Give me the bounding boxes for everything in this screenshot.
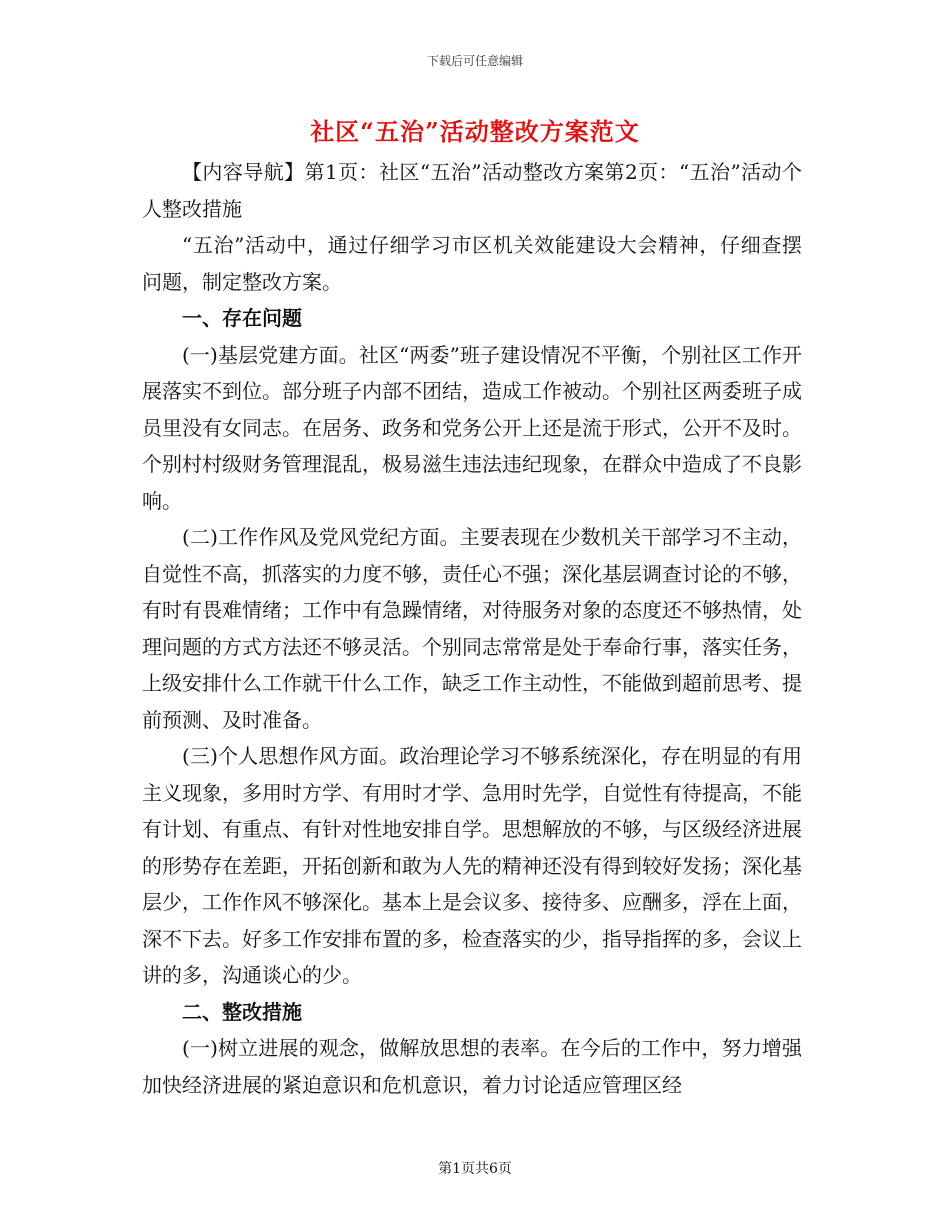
header-note: 下载后可任意编辑 bbox=[426, 54, 523, 68]
section-heading-measures: 二、整改措施 bbox=[182, 999, 302, 1024]
intro-paragraph: “五治”活动中，通过仔细学习市区机关效能建设大会精神，仔细查摆问题，制定整改方案。 bbox=[142, 233, 802, 294]
paragraph-work-style: (二)工作作风及党风党纪方面。主要表现在少数机关干部学习不主动，自觉性不高，抓落实的力度不够，责任心不强；深化基层调查讨论的不够，有时有畏难情绪；工作中有急躁情绪，对待服务对象的态度还不够热情，处理问题的方式方法还不够灵活。个别同志常常是处于奉命行事，落实任务，上级安排什么工作就干什么工作，缺乏工作主动性，不能做到超前思考、提前预测、及时准备。 bbox=[142, 525, 802, 732]
paragraph-party-building: (一)基层党建方面。社区“两委”班子建设情况不平衡，个别社区工作开展落实不到位。部分班子内部不团结，造成工作被动。个别社区两委班子成员里没有女同志。在居务、政务和党务公开上还是流于形式，公开不及时。个别村村级财务管理混乱，极易滋生违法违纪现象，在群众中造成了不良影响。 bbox=[142, 342, 802, 513]
content-navigation: 【内容导航】第1页：社区“五治”活动整改方案第2页：“五治”活动个人整改措施 bbox=[142, 160, 802, 221]
page-footer: 第1页共6页 bbox=[438, 1161, 512, 1177]
paragraph-personal-thinking: (三)个人思想作风方面。政治理论学习不够系统深化，存在明显的有用主义现象，多用时方学、有用时才学、急用时先学，自觉性有待提高，不能有计划、有重点、有针对性地安排自学。思想解放的不够，与区级经济进展的形势存在差距，开拓创新和敢为人先的精神还没有得到较好发扬；深化基层少，工作作风不够深化。基本上是会议多、接待多、应酬多，浮在上面，深不下去。好多工作安排布置的多，检查落实的少，指导指挥的多，会议上讲的多，沟通谈心的少。 bbox=[142, 744, 802, 987]
paragraph-development-concept: (一)树立进展的观念，做解放思想的表率。在今后的工作中，努力增强加快经济进展的紧迫意识和危机意识，着力讨论适应管理区经 bbox=[142, 1036, 802, 1097]
section-heading-problems: 一、存在问题 bbox=[182, 306, 302, 330]
document-title: 社区“五治”活动整改方案范文 bbox=[310, 117, 640, 146]
document-body bbox=[142, 154, 802, 1103]
